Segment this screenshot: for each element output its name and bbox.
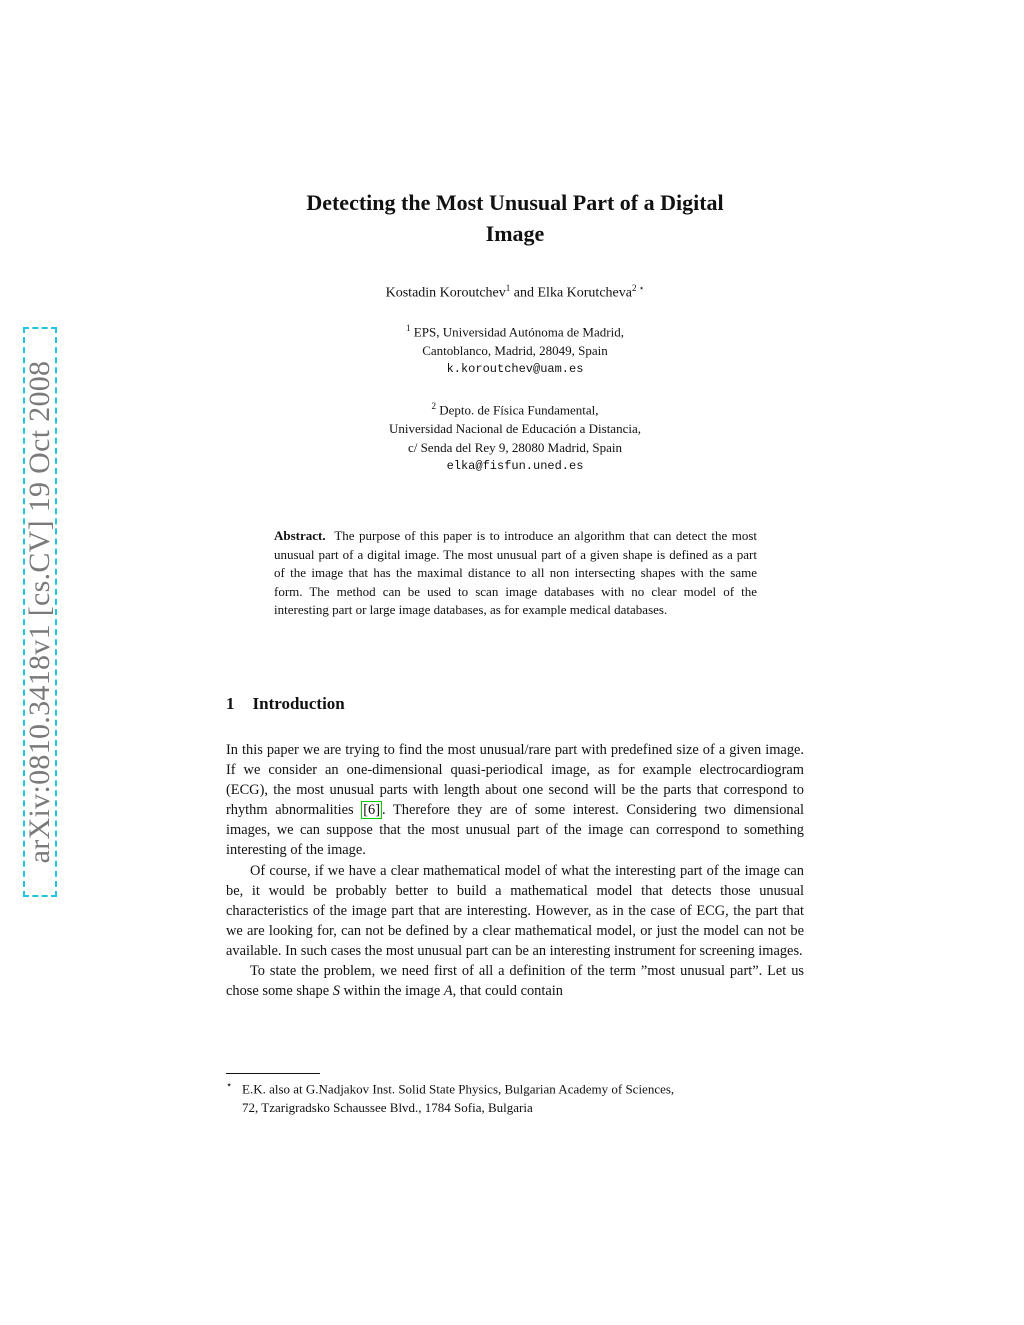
title-line-2: Image bbox=[485, 221, 545, 246]
arxiv-identifier-stamp bbox=[23, 327, 57, 897]
section-heading-introduction bbox=[226, 694, 345, 714]
affiliation-1-email[interactable]: k.koroutchev@uam.es bbox=[446, 362, 584, 377]
affiliation-1-line-2: Cantoblanco, Madrid, 28049, Spain bbox=[422, 343, 608, 359]
author-2-affiliation-mark: 2 ⋆ bbox=[631, 283, 645, 293]
paper-title bbox=[226, 187, 804, 249]
paragraph-3 bbox=[226, 961, 804, 1001]
affiliation-2-email[interactable]: elka@fisfun.uned.es bbox=[446, 459, 584, 474]
paragraph-1-text-a: In this paper we are trying to find the most unusual/rare part with predefined size of a given image. If we consider an one-dimensional quasi-periodical image, as for example electrocardiogram (ECG), the most unusual parts with length about one second will be the parts that correspond to rhythm abnormalities bbox=[226, 742, 804, 819]
affiliation-1-line-1: EPS, Universidad Autónoma de Madrid, bbox=[413, 324, 624, 340]
affiliation-2-mark: 2 bbox=[431, 401, 437, 411]
paragraph-2: Of course, if we have a clear mathematical model of what the interesting part of the image can be, it would be probably better to build a mathematical model that detects those unusual characteristics of the image part that are interesting. However, as in the case of ECG, the part that we are looking for, can not be defined by a clear mathematical model, or just the model can not be available. In such cases the most unusual part can be an interesting instrument for screening images. bbox=[226, 862, 804, 959]
affiliation-2-line-1: Depto. de Física Fundamental, bbox=[439, 402, 599, 418]
author-joiner: and bbox=[510, 285, 538, 301]
footnote-line-1: E.K. also at G.Nadjakov Inst. Solid State Physics, Bulgarian Academy of Sciences, bbox=[242, 1081, 675, 1097]
footnote bbox=[226, 1077, 804, 1117]
section-number: 1 bbox=[226, 694, 235, 713]
variable-a: A bbox=[443, 983, 453, 1000]
affiliation-1 bbox=[226, 319, 804, 379]
paragraph-3-text-b: within the image bbox=[339, 983, 444, 1000]
paragraph-3-text-a: To state the problem, we need first of all a definition of the term ”most unusual part”. Let us chose some shape bbox=[226, 963, 804, 1000]
section-title: Introduction bbox=[252, 694, 345, 713]
footnote-line-2: 72, Tzarigradsko Schaussee Blvd., 1784 Sofia, Bulgaria bbox=[242, 1099, 533, 1115]
paragraph-1-text-b: . Therefore they are of some interest. Considering two dimensional images, we can suppose that the most unusual part of the image can correspond to something interesting of the image. bbox=[226, 802, 804, 859]
abstract bbox=[274, 527, 757, 620]
abstract-text: The purpose of this paper is to introduce an algorithm that can detect the most unusual part of a digital image. The most unusual part of a given shape is defined as a part of the image that has the maximal distance to all non intersecting shapes with the same form. The method can be used to scan image databases with no clear model of the interesting part or large image databases, as for example medical databases. bbox=[274, 528, 758, 617]
title-line-1: Detecting the Most Unusual Part of a Digital bbox=[306, 190, 724, 215]
affiliation-1-mark: 1 bbox=[406, 323, 411, 333]
paragraph-3-text-c: , that could contain bbox=[452, 983, 563, 1000]
footnote-divider bbox=[226, 1073, 320, 1074]
citation-link-6[interactable]: [6] bbox=[363, 802, 381, 819]
author-1-affiliation-mark: 1 bbox=[505, 283, 511, 293]
paragraph-1 bbox=[226, 740, 804, 861]
author-2-name: Elka Korutcheva bbox=[537, 285, 632, 301]
arxiv-identifier-text: arXiv:0810.3418v1 [cs.CV] 19 Oct 2008 bbox=[23, 360, 56, 864]
affiliation-2-line-2: Universidad Nacional de Educación a Distancia, bbox=[389, 421, 641, 437]
author-list bbox=[226, 283, 804, 302]
affiliation-2-line-3: c/ Senda del Rey 9, 28080 Madrid, Spain bbox=[407, 440, 623, 456]
abstract-label: Abstract. bbox=[274, 528, 326, 543]
affiliation-2 bbox=[226, 397, 804, 476]
footnote-mark: ⋆ bbox=[226, 1080, 233, 1091]
author-1-name: Kostadin Koroutchev bbox=[385, 285, 506, 301]
introduction-body bbox=[226, 740, 804, 1001]
variable-s: S bbox=[332, 983, 340, 1000]
